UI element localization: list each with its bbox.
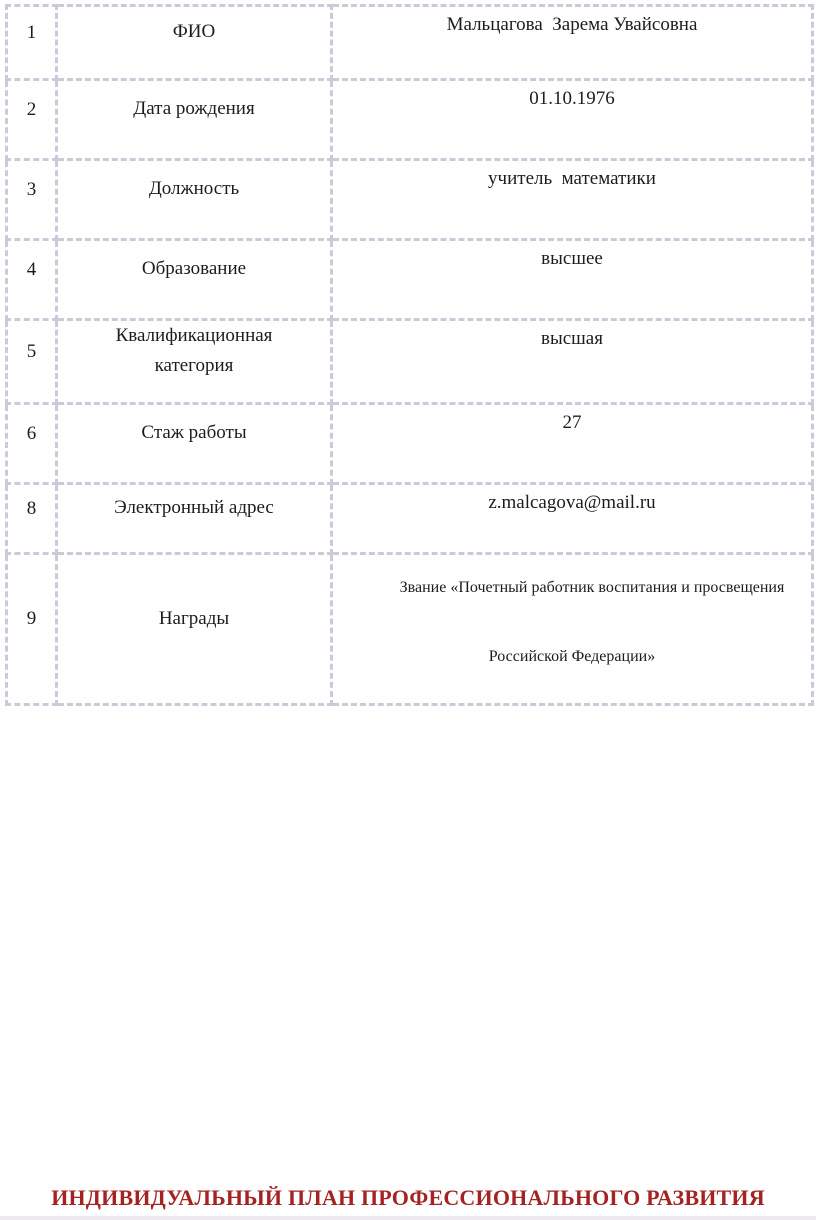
row-label: Стаж работы bbox=[57, 403, 332, 483]
row-number: 2 bbox=[7, 80, 57, 160]
row-label: Электронный адрес bbox=[57, 483, 332, 553]
table-row bbox=[7, 160, 813, 240]
row-value: Мальцагова Зарема Увайсовна bbox=[332, 6, 813, 80]
row-label: Образование bbox=[57, 240, 332, 320]
table-row bbox=[7, 553, 813, 704]
award-line-2: Российской Федерации» bbox=[488, 647, 656, 665]
row-number: 3 bbox=[7, 160, 57, 240]
row-value bbox=[332, 553, 813, 704]
table-row bbox=[7, 320, 813, 404]
row-label: ФИО bbox=[57, 6, 332, 80]
row-number: 1 bbox=[7, 6, 57, 80]
row-number: 5 bbox=[7, 320, 57, 404]
table-row bbox=[7, 240, 813, 320]
teacher-info-table bbox=[5, 4, 814, 706]
table-row bbox=[7, 80, 813, 160]
row-number: 9 bbox=[7, 553, 57, 704]
page-title: ИНДИВИДУАЛЬНЫЙ ПЛАН ПРОФЕССИОНАЛЬНОГО РАЗВИТИЯ bbox=[51, 1185, 765, 1210]
row-value: учитель математики bbox=[332, 160, 813, 240]
row-value: высшая bbox=[332, 320, 813, 404]
row-value: высшее bbox=[332, 240, 813, 320]
award-line-1: Звание «Почетный работник воспитания и просвещения bbox=[399, 578, 785, 596]
row-number: 8 bbox=[7, 483, 57, 553]
table-row bbox=[7, 483, 813, 553]
row-value: z.malcagova@mail.ru bbox=[332, 483, 813, 553]
row-number: 6 bbox=[7, 403, 57, 483]
table-row bbox=[7, 403, 813, 483]
row-label: Должность bbox=[57, 160, 332, 240]
table-row bbox=[7, 6, 813, 80]
row-label: Квалификационная категория bbox=[57, 320, 332, 404]
bottom-divider bbox=[0, 1216, 816, 1220]
row-label: Награды bbox=[57, 553, 332, 704]
row-number: 4 bbox=[7, 240, 57, 320]
row-value: 27 bbox=[332, 403, 813, 483]
row-value: 01.10.1976 bbox=[332, 80, 813, 160]
row-label: Дата рождения bbox=[57, 80, 332, 160]
